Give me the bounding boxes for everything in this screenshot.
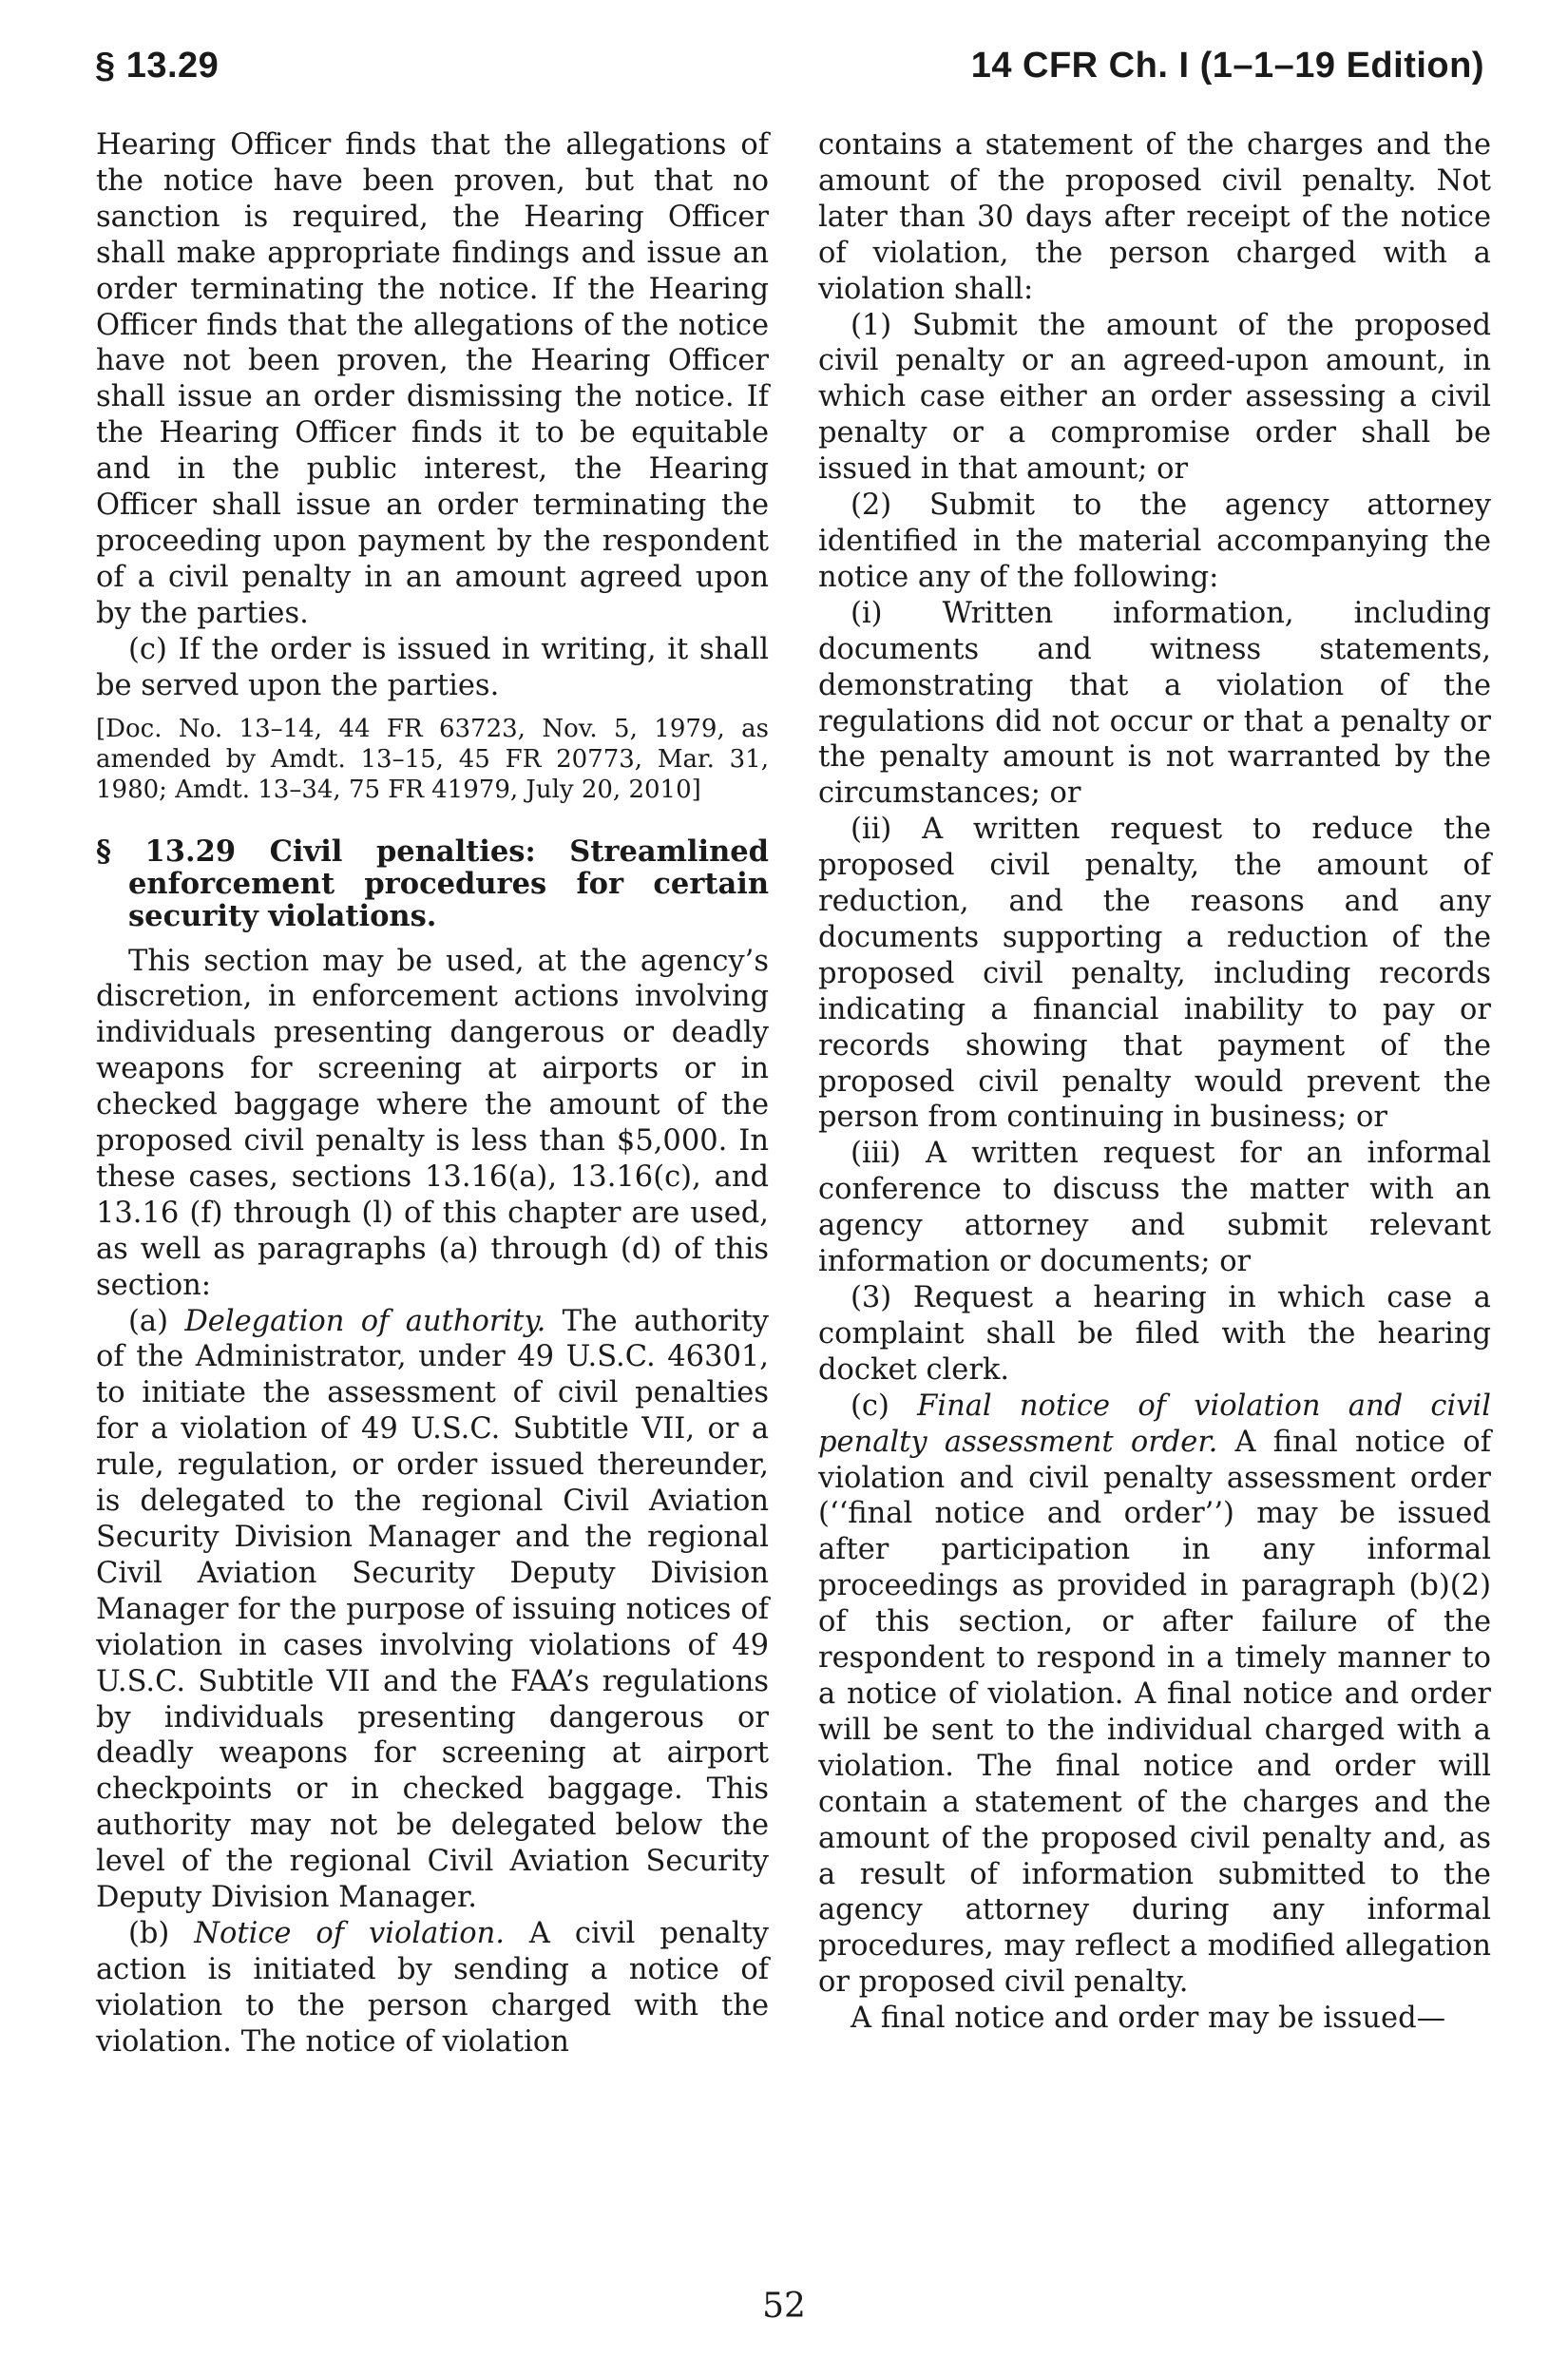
citation: [Doc. No. 13–14, 44 FR 63723, Nov. 5, 1979, as amended by Amdt. 13–15, 45 FR 20773, Mar. 31, 1980; Amdt. 13–34, 75 FR 41979, July 20, 2010] xyxy=(96,714,769,804)
paragraph-label: (c) xyxy=(851,1389,889,1423)
left-column xyxy=(96,127,769,2060)
paragraph: (2) Submit to the agency attorney identified in the material accompanying the notice any of the following: xyxy=(818,489,1491,594)
paragraph-text: A civil penalty action is initiated by sending a notice of violation to the person charged with the violation. The notice of violation xyxy=(96,1916,770,2059)
paragraph: (3) Request a hearing in which case a complaint shall be filed with the hearing docket clerk. xyxy=(818,1281,1491,1387)
paragraph-label: (a) xyxy=(128,1304,168,1338)
paragraph xyxy=(96,1916,769,2060)
paragraph: (1) Submit the amount of the proposed civil penalty or an agreed-upon amount, in which case either an order assessing a civil penalty or a compromise order shall be issued in that amount; or xyxy=(818,308,1491,487)
paragraph: A final notice and order may be issued— xyxy=(851,2002,1446,2036)
paragraph-heading: Notice of violation. xyxy=(194,1916,505,1950)
section-reference: § 13.29 xyxy=(95,46,220,86)
paragraph xyxy=(96,1304,769,1916)
paragraph: (ii) A written request to reduce the proposed civil penalty, the amount of reduction, and the reasons and any documents supporting a reduction of the proposed civil penalty, including records indicating a financial inability to pay or records showing that payment of the proposed civil penalty would prevent the person from continuing in business; or xyxy=(818,813,1491,1135)
section-heading: § 13.29 Civil penalties: Streamlined enforcement procedures for certain security violations. xyxy=(96,834,769,933)
paragraph: contains a statement of the charges and the amount of the proposed civil penalty. Not later than 30 days after receipt of the notice of violation, the person charged with a violation shall: xyxy=(818,128,1491,306)
paragraph-heading: Final notice of violation and civil penalty assessment order. xyxy=(818,1389,1491,1459)
paragraph: (iii) A written request for an informal conference to discuss the matter with an agency attorney and submit relevant information or documents; or xyxy=(818,1137,1491,1279)
page-number: 52 xyxy=(762,2287,806,2326)
paragraph: (i) Written information, including documents and witness statements, demonstrating that a violation of the regulations did not occur or that a penalty or the penalty amount is not warranted by the circumstances; or xyxy=(818,596,1491,811)
edition-label: 14 CFR Ch. I (1–1–19 Edition) xyxy=(970,46,1484,86)
paragraph: Hearing Officer finds that the allegations of the notice have been proven, but that no sanction is required, the Hearing Officer shall make appropriate findings and issue an order terminating the notice. If the Hearing Officer finds that the allegations of the notice have not been proven, the Hearing Officer shall issue an order dismissing the notice. If the Hearing Officer finds it to be equitable and in the public interest, the Hearing Officer shall issue an order terminating the proceeding upon payment by the respondent of a civil penalty in an amount agreed upon by the parties. xyxy=(96,128,769,630)
paragraph: (c) If the order is issued in writing, it shall be served upon the parties. xyxy=(96,632,769,702)
paragraph-heading: Delegation of authority. xyxy=(184,1304,546,1338)
paragraph: This section may be used, at the agency’s discretion, in enforcement actions involving individuals presenting dangerous or deadly weapons for screening at airports or in checked baggage where the amount of the proposed civil penalty is less than $5,000. In these cases, sections 13.16(a), 13.16(c), and 13.16 (f) through (l) of this chapter are used, as well as paragraphs (a) through (d) of this section: xyxy=(96,944,769,1302)
paragraph-text: A final notice of violation and civil penalty assessment order (‘‘final notice and order’’) may be issued after participation in any informal proceedings as provided in paragraph (b)(2) of this section, or after failure of the respondent to respond in a timely manner to a notice of violation. A final notice and order will be sent to the individual charged with a violation. The final notice and order will contain a statement of the charges and the amount of the proposed civil penalty and, as a result of information submitted to the agency attorney during any informal procedures, may reflect a modified allegation or proposed civil penalty. xyxy=(818,1425,1492,2000)
paragraph-label: (b) xyxy=(128,1916,170,1950)
paragraph-text: The authority of the Administrator, under 49 U.S.C. 46301, to initiate the assessment of civil penalties for a violation of 49 U.S.C. Subtitle VII, or a rule, regulation, or order issued thereunder, is delegated to the regional Civil Aviation Security Division Manager and the regional Civil Aviation Security Deputy Division Manager for the purpose of issuing notices of violation in cases involving violations of 49 U.S.C. Subtitle VII and the FAA’s regulations by individuals presenting dangerous or deadly weapons for screening at airport checkpoints or in checked baggage. This authority may not be delegated below the level of the regional Civil Aviation Security Deputy Division Manager. xyxy=(96,1304,769,1915)
paragraph xyxy=(818,1389,1491,2001)
right-column xyxy=(818,127,1491,2037)
